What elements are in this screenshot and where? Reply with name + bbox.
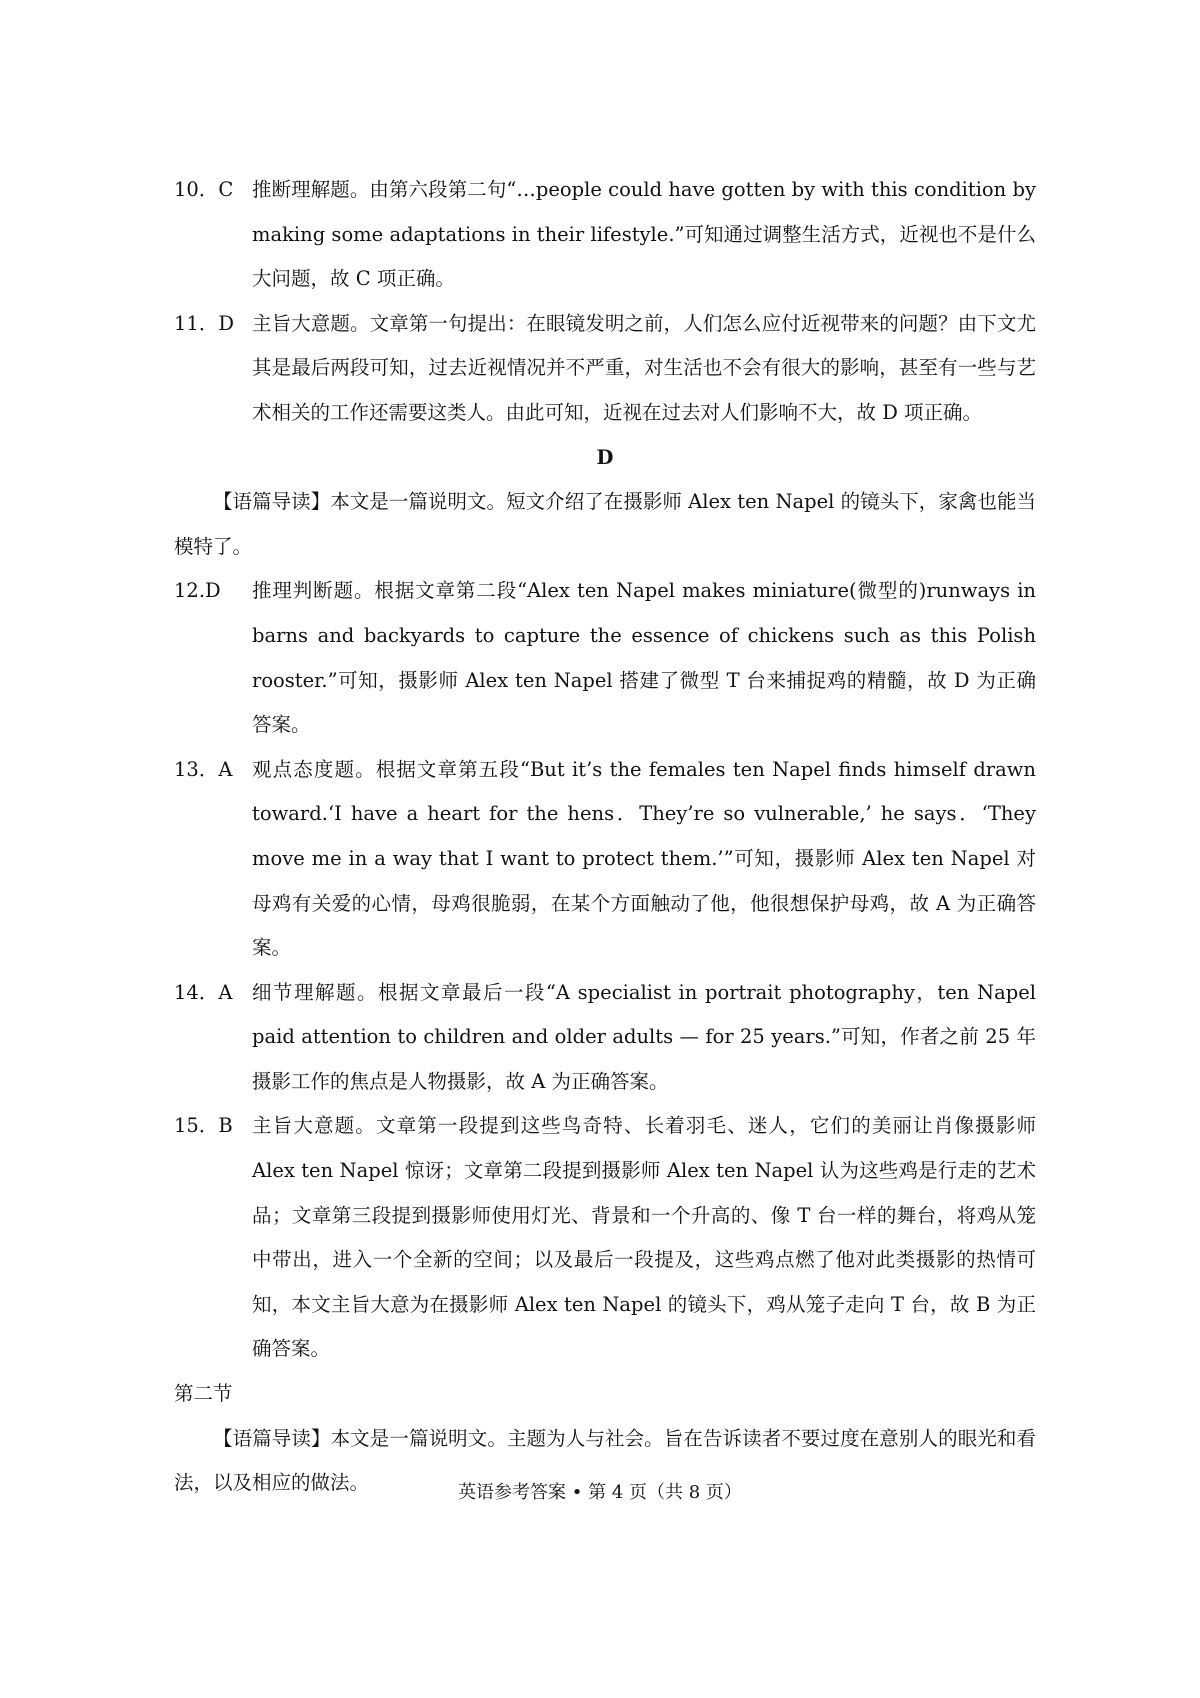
section-heading-2: 第二节: [174, 1382, 233, 1406]
answer-number: 12.D: [174, 579, 221, 603]
answer-explanation: 主旨大意题。文章第一段提到这些鸟奇特、长着羽毛、迷人，它们的美丽让肖像摄影师 Alex ten Napel 惊讶；文章第二段提到摄影师 Alex ten Napel 认为这些鸡是行走的艺术品；文章第三段提到摄影师使用灯光、背景和一个升高的、像 T 台一样的舞台，将鸡从笼中带出，进入一个全新的空间；以及最后一段提及，这些鸡点燃了他对此类摄影的热情可知，本文主旨大意为在摄影师 Alex ten Napel 的镜头下，鸡从笼子走向 T 台，故 B 为正确答案。: [252, 1114, 1036, 1361]
answer-explanation: 细节理解题。根据文章最后一段“A specialist in portrait photography，ten Napel paid attention to children and older adults — for 25 years.”可知，作者之前 25 年摄影工作的焦点是人物摄影，故 A 为正确答案。: [252, 980, 1036, 1093]
answer-item-12: [174, 569, 1036, 747]
answer-item-13: [174, 748, 1036, 971]
answer-number: 13．A: [174, 757, 233, 781]
page-footer: 英语参考答案 • 第 4 页（共 8 页）: [458, 1482, 742, 1503]
answer-number: 10．C: [174, 178, 234, 201]
passage-guide-d: 【语篇导读】本文是一篇说明文。短文介绍了在摄影师 Alex ten Napel 的镜头下，家禽也能当模特了。: [174, 490, 1036, 558]
answer-content: [174, 168, 1036, 1506]
answer-number: 15．B: [174, 1114, 233, 1138]
answer-number: 11．D: [174, 311, 234, 335]
answer-explanation: 主旨大意题。文章第一句提出：在眼镜发明之前，人们怎么应付近视带来的问题？由下文尤其是最后两段可知，过去近视情况并不严重，对生活也不会有很大的影响，甚至有一些与艺术相关的工作还需要这类人。由此可知，近视在过去对人们影响不大，故 D 项正确。: [252, 311, 1036, 424]
passage-guide-2: 【语篇导读】本文是一篇说明文。主题为人与社会。旨在告诉读者不要过度在意别人的眼光和看法，以及相应的做法。: [174, 1426, 1036, 1495]
answer-explanation: 观点态度题。根据文章第五段“But it’s the females ten Napel finds himself drawn toward.‘I have a heart for the hens．They’re so vulnerable,’ he says．‘They move me in a way that I want to protect them.’”可知，摄影师 Alex ten Napel 对母鸡有关爱的心情，母鸡很脆弱，在某个方面触动了他，他很想保护母鸡，故 A 为正确答案。: [252, 757, 1036, 960]
answer-item-11: [174, 302, 1036, 436]
answer-item-15: [174, 1104, 1036, 1372]
answer-explanation: 推理判断题。根据文章第二段“Alex ten Napel makes miniature(微型的)runways in barns and backyards to capture the essence of chickens such as this Polish rooster.”可知，摄影师 Alex ten Napel 搭建了微型 T 台来捕捉鸡的精髓，故 D 为正确答案。: [252, 579, 1036, 737]
section-heading-d: D: [596, 445, 614, 469]
answer-item-14: [174, 971, 1036, 1105]
answer-item-10: [174, 168, 1036, 302]
answer-explanation: 推断理解题。由第六段第二句“…people could have gotten by with this condition by making some adaptations in their lifestyle.”可知通过调整生活方式，近视也不是什么大问题，故 C 项正确。: [252, 178, 1036, 291]
answer-number: 14．A: [174, 980, 233, 1004]
